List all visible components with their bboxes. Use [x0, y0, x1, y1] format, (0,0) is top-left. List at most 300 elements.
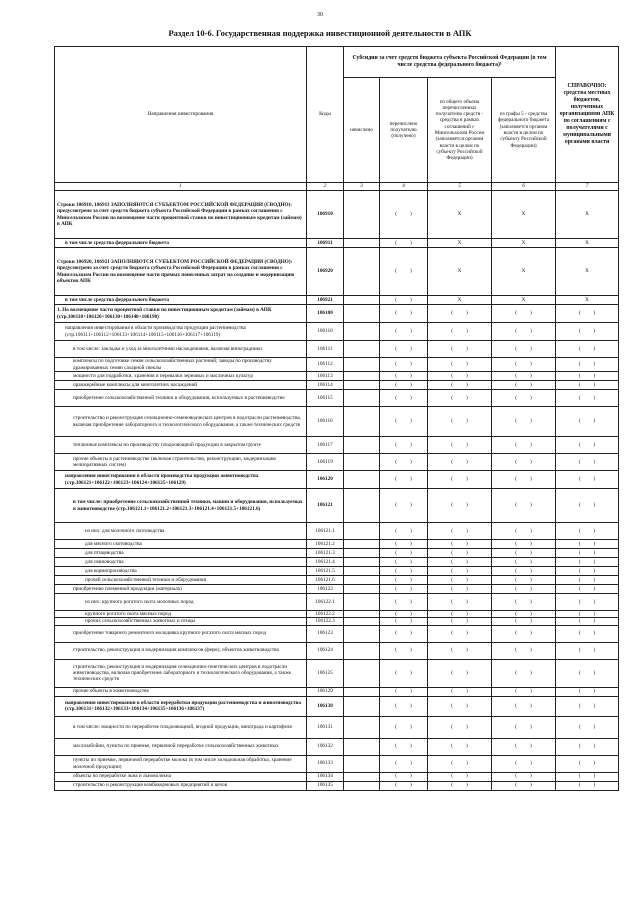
value-cell[interactable]: ( )	[492, 618, 556, 625]
row-code: 106124	[307, 642, 344, 659]
value-cell[interactable]: ( )	[556, 471, 619, 489]
column-number: 3	[344, 183, 380, 191]
value-cell[interactable]: ( )	[556, 618, 619, 625]
value-cell[interactable]: ( )	[556, 372, 619, 381]
row-code: 106121.2	[307, 540, 344, 549]
row-label: приобретение сельскохозяйственной техники и оборудования, используемых в растениеводстве	[55, 390, 307, 407]
row-label: прочей сельскохозяйственной техники и оборудования	[55, 576, 307, 585]
column-number: 5	[428, 183, 492, 191]
value-cell[interactable]: ( )	[380, 372, 428, 381]
value-cell[interactable]: ( )	[428, 323, 492, 341]
row-code: 106910	[307, 191, 344, 239]
table-row	[55, 437, 619, 454]
value-cell[interactable]: ( )	[428, 454, 492, 471]
accrued-cell[interactable]	[344, 239, 380, 248]
value-cell[interactable]: ( )	[492, 437, 556, 454]
row-code: 106114	[307, 381, 344, 390]
accrued-cell[interactable]	[344, 407, 380, 437]
table-row	[55, 738, 619, 755]
value-cell[interactable]: ( )	[492, 642, 556, 659]
accrued-cell[interactable]	[344, 576, 380, 585]
row-label: строительство, реконструкция и модернизация селекционно-генетических центров в подотрасли животноводства, включая приобретение лабораторного и технологического оборудования, а также технических средств	[55, 659, 307, 687]
value-cell[interactable]: ( )	[492, 381, 556, 390]
value-cell[interactable]: ( )	[556, 540, 619, 549]
x-mark-cell: X	[492, 296, 556, 305]
table-row	[55, 381, 619, 390]
value-cell[interactable]: ( )	[380, 738, 428, 755]
value-cell[interactable]: ( )	[428, 567, 492, 576]
row-label: в том числе средства федерального бюджета	[55, 296, 307, 305]
value-cell[interactable]: ( )	[380, 659, 428, 687]
value-cell[interactable]: ( )	[556, 558, 619, 567]
investment-support-table-wrapper	[54, 46, 618, 791]
row-code: 106129	[307, 687, 344, 696]
table-row	[55, 523, 619, 540]
value-cell[interactable]: ( )	[380, 696, 428, 716]
value-cell[interactable]: ( )	[380, 625, 428, 642]
accrued-cell[interactable]	[344, 523, 380, 540]
accrued-cell[interactable]	[344, 618, 380, 625]
accrued-cell[interactable]	[344, 489, 380, 523]
row-label: прочие объекты в животноводстве	[55, 687, 307, 696]
row-label: прочих сельскохозяйственных животных и птицы	[55, 618, 307, 625]
row-code: 106121.5	[307, 567, 344, 576]
table-row	[55, 755, 619, 772]
row-code: 106120	[307, 471, 344, 489]
value-cell[interactable]: ( )	[556, 454, 619, 471]
accrued-cell[interactable]	[344, 471, 380, 489]
x-mark-cell: X	[556, 191, 619, 239]
value-cell[interactable]: ( )	[428, 738, 492, 755]
value-cell[interactable]: ( )	[492, 567, 556, 576]
row-label: в том числе средства федерального бюджета	[55, 239, 307, 248]
table-row	[55, 696, 619, 716]
value-cell[interactable]: ( )	[380, 489, 428, 523]
header-subsidy-group: Субсидии за счет средств бюджета субъекта Российской Федерации (в том числе средства федерального бюджета)¹	[344, 47, 556, 78]
value-cell[interactable]: ( )	[380, 305, 428, 323]
value-cell[interactable]: ( )	[380, 323, 428, 341]
header-code: Коды	[307, 47, 344, 183]
value-cell[interactable]: ( )	[428, 659, 492, 687]
table-row	[55, 781, 619, 790]
value-cell[interactable]: ( )	[556, 549, 619, 558]
row-code: 106135	[307, 781, 344, 790]
value-cell[interactable]: ( )	[380, 642, 428, 659]
value-cell[interactable]: ( )	[492, 390, 556, 407]
x-mark-cell: X	[556, 239, 619, 248]
value-cell[interactable]: ( )	[492, 523, 556, 540]
row-code: 106121.6	[307, 576, 344, 585]
value-cell[interactable]: ( )	[428, 489, 492, 523]
value-cell[interactable]: ( )	[380, 381, 428, 390]
table-row	[55, 611, 619, 618]
column-number: 4	[380, 183, 428, 191]
row-code: 106113	[307, 372, 344, 381]
row-label: из них: крупного рогатого скота молочных пород	[55, 594, 307, 611]
accrued-cell[interactable]	[344, 437, 380, 454]
value-cell[interactable]: ( )	[428, 687, 492, 696]
row-label: приобретение племенной продукции (материала)	[55, 585, 307, 594]
accrued-cell[interactable]	[344, 585, 380, 594]
value-cell[interactable]: ( )	[556, 358, 619, 372]
value-cell[interactable]: ( )	[556, 341, 619, 358]
value-cell[interactable]: ( )	[492, 659, 556, 687]
value-cell[interactable]: ( )	[492, 781, 556, 790]
table-row	[55, 558, 619, 567]
value-cell[interactable]: ( )	[492, 625, 556, 642]
x-mark-cell: X	[492, 191, 556, 239]
value-cell[interactable]: ( )	[380, 239, 428, 248]
value-cell[interactable]: ( )	[492, 549, 556, 558]
table-row	[55, 296, 619, 305]
value-cell[interactable]: ( )	[556, 523, 619, 540]
value-cell[interactable]: ( )	[428, 540, 492, 549]
accrued-cell[interactable]	[344, 358, 380, 372]
table-row	[55, 549, 619, 558]
value-cell[interactable]: ( )	[380, 755, 428, 772]
value-cell[interactable]: ( )	[492, 323, 556, 341]
row-label: для кормопроизводства	[55, 567, 307, 576]
value-cell[interactable]: ( )	[380, 437, 428, 454]
value-cell[interactable]: ( )	[492, 594, 556, 611]
value-cell[interactable]: ( )	[380, 407, 428, 437]
value-cell[interactable]: ( )	[428, 372, 492, 381]
row-label: приобретение товарного ремонтного молодняка крупного рогатого скота мясных пород	[55, 625, 307, 642]
value-cell[interactable]: ( )	[380, 687, 428, 696]
value-cell[interactable]: ( )	[428, 585, 492, 594]
table-row	[55, 772, 619, 781]
row-code: 106111	[307, 341, 344, 358]
table-row	[55, 576, 619, 585]
row-code: 106122.2	[307, 611, 344, 618]
value-cell[interactable]: ( )	[380, 358, 428, 372]
value-cell[interactable]: ( )	[492, 755, 556, 772]
row-label: строительство и реконструкция селекционно-семеноводческих центров в подотрасли растениеводства, включая приобретение лабораторного и технологического оборудования, а также технических средств	[55, 407, 307, 437]
value-cell[interactable]: ( )	[492, 407, 556, 437]
value-cell[interactable]: ( )	[428, 390, 492, 407]
accrued-cell[interactable]	[344, 659, 380, 687]
value-cell[interactable]: ( )	[380, 567, 428, 576]
row-label: крупного рогатого скота мясных пород	[55, 611, 307, 618]
row-code: 106123	[307, 625, 344, 642]
accrued-cell[interactable]	[344, 696, 380, 716]
value-cell[interactable]: ( )	[428, 407, 492, 437]
accrued-cell[interactable]	[344, 781, 380, 790]
value-cell[interactable]: ( )	[556, 585, 619, 594]
row-label: пункты по приемке, первичной переработке молока (в том числе холодильная обработка, хранение молочной продукции)	[55, 755, 307, 772]
row-label: 1. На возмещение части процентной ставки по инвестиционным кредитам (займам) в АПК (стр.106110+106120+106130+106140+106190)	[55, 305, 307, 323]
row-label: для птицеводства	[55, 549, 307, 558]
table-row	[55, 454, 619, 471]
value-cell[interactable]: ( )	[380, 611, 428, 618]
x-mark-cell: X	[556, 296, 619, 305]
row-code: 106121	[307, 489, 344, 523]
value-cell[interactable]: ( )	[492, 558, 556, 567]
row-code: 106921	[307, 296, 344, 305]
value-cell[interactable]: ( )	[492, 372, 556, 381]
table-row	[55, 625, 619, 642]
value-cell[interactable]: ( )	[492, 716, 556, 738]
row-label: тепличные комплексы по производству плодоовощной продукции в закрытом грунте	[55, 437, 307, 454]
row-label: прочие объекты в растениеводстве (включая строительство, реконструкцию, модернизацию мелиоративных систем)	[55, 454, 307, 471]
value-cell[interactable]: ( )	[492, 358, 556, 372]
row-code: 106132	[307, 738, 344, 755]
table-row	[55, 305, 619, 323]
column-number: 2	[307, 183, 344, 191]
value-cell[interactable]: ( )	[492, 489, 556, 523]
value-cell[interactable]: ( )	[556, 437, 619, 454]
row-label: направления инвестирования в области производства продукции растениеводства (стр.106111+106112+106113+106114+106115+106116+106117+106119)	[55, 323, 307, 341]
header-of-col5: из графы 5 - средства федерального бюджета (заполняется органом власти в целом по субъекту Российской Федерации)	[492, 78, 556, 183]
value-cell[interactable]: ( )	[428, 576, 492, 585]
value-cell[interactable]: ( )	[380, 296, 428, 305]
row-label: оранжерейные комплексы для многолетних насаждений	[55, 381, 307, 390]
table-row	[55, 341, 619, 358]
row-label: направления инвестирования в области производства продукции животноводства (стр.106121+106122+106123+106124+106125+106129)	[55, 471, 307, 489]
value-cell[interactable]: ( )	[492, 454, 556, 471]
table-row	[55, 191, 619, 239]
value-cell[interactable]: ( )	[556, 305, 619, 323]
table-row	[55, 471, 619, 489]
value-cell[interactable]: ( )	[556, 323, 619, 341]
value-cell[interactable]: ( )	[380, 716, 428, 738]
header-of-total: из общего объема перечисленных получателю средств - средства в рамках соглашений с Минсельхозом России (заполняется органом власти в целом по субъекту Российской Федерации)	[428, 78, 492, 183]
value-cell[interactable]: ( )	[492, 738, 556, 755]
row-code: 106112	[307, 358, 344, 372]
value-cell[interactable]: ( )	[428, 341, 492, 358]
value-cell[interactable]: ( )	[556, 716, 619, 738]
row-code: 106100	[307, 305, 344, 323]
value-cell[interactable]: ( )	[428, 781, 492, 790]
value-cell[interactable]: ( )	[380, 390, 428, 407]
accrued-cell[interactable]	[344, 558, 380, 567]
row-label: в том числе: закладка и уход за многолетними насаждениями, включая виноградники	[55, 341, 307, 358]
accrued-cell[interactable]	[344, 341, 380, 358]
x-mark-cell: X	[428, 248, 492, 296]
accrued-cell[interactable]	[344, 191, 380, 239]
value-cell[interactable]: ( )	[380, 471, 428, 489]
investment-support-table	[54, 46, 619, 791]
value-cell[interactable]: ( )	[492, 576, 556, 585]
table-row	[55, 407, 619, 437]
value-cell[interactable]: ( )	[556, 567, 619, 576]
value-cell[interactable]: ( )	[492, 471, 556, 489]
accrued-cell[interactable]	[344, 642, 380, 659]
value-cell[interactable]: ( )	[492, 585, 556, 594]
table-row	[55, 390, 619, 407]
x-mark-cell: X	[492, 248, 556, 296]
accrued-cell[interactable]	[344, 549, 380, 558]
value-cell[interactable]: ( )	[428, 523, 492, 540]
header-transferred: перечислено получателю (получено)	[380, 78, 428, 183]
table-row	[55, 239, 619, 248]
row-code: 106115	[307, 390, 344, 407]
value-cell[interactable]: ( )	[380, 523, 428, 540]
value-cell[interactable]: ( )	[380, 781, 428, 790]
accrued-cell[interactable]	[344, 755, 380, 772]
accrued-cell[interactable]	[344, 305, 380, 323]
table-row	[55, 618, 619, 625]
row-code: 106121.4	[307, 558, 344, 567]
value-cell[interactable]: ( )	[492, 305, 556, 323]
value-cell[interactable]: ( )	[428, 755, 492, 772]
value-cell[interactable]: ( )	[428, 642, 492, 659]
row-label: комплексы по подготовке семян сельскохозяйственных растений; заводы по производству дражированных семян сахарной свеклы	[55, 358, 307, 372]
row-code: 106920	[307, 248, 344, 296]
accrued-cell[interactable]	[344, 454, 380, 471]
column-number: 7	[556, 183, 619, 191]
table-row	[55, 594, 619, 611]
row-code: 106119	[307, 454, 344, 471]
value-cell[interactable]: ( )	[428, 558, 492, 567]
x-mark-cell: X	[428, 296, 492, 305]
value-cell[interactable]: ( )	[556, 381, 619, 390]
value-cell[interactable]: ( )	[556, 625, 619, 642]
table-row	[55, 642, 619, 659]
accrued-cell[interactable]	[344, 611, 380, 618]
page-number: 30	[317, 12, 323, 18]
value-cell[interactable]: ( )	[380, 772, 428, 781]
table-row	[55, 687, 619, 696]
value-cell[interactable]: ( )	[556, 390, 619, 407]
x-mark-cell: X	[428, 239, 492, 248]
value-cell[interactable]: ( )	[428, 437, 492, 454]
table-row	[55, 372, 619, 381]
value-cell[interactable]: ( )	[380, 594, 428, 611]
row-label: направления инвестирования в области переработки продукции растениеводства и животноводства (стр.106131+106132+106133+106134+106135+106136+106137)	[55, 696, 307, 716]
x-mark-cell: X	[556, 248, 619, 296]
value-cell[interactable]: ( )	[428, 549, 492, 558]
row-code: 106131	[307, 716, 344, 738]
row-label: для свиноводства	[55, 558, 307, 567]
value-cell[interactable]: ( )	[380, 454, 428, 471]
value-cell[interactable]: ( )	[556, 576, 619, 585]
table-row	[55, 248, 619, 296]
table-row	[55, 323, 619, 341]
accrued-cell[interactable]	[344, 687, 380, 696]
value-cell[interactable]: ( )	[492, 540, 556, 549]
value-cell[interactable]: ( )	[556, 659, 619, 687]
row-code: 106110	[307, 323, 344, 341]
row-label: объекты по переработке льна и льноволокна	[55, 772, 307, 781]
value-cell[interactable]: ( )	[428, 471, 492, 489]
table-row	[55, 585, 619, 594]
row-code: 106133	[307, 755, 344, 772]
value-cell[interactable]: ( )	[428, 696, 492, 716]
value-cell[interactable]: ( )	[556, 594, 619, 611]
table-row	[55, 659, 619, 687]
value-cell[interactable]: ( )	[556, 755, 619, 772]
value-cell[interactable]: ( )	[380, 341, 428, 358]
header-accrued: начислено	[344, 78, 380, 183]
value-cell[interactable]: ( )	[492, 687, 556, 696]
accrued-cell[interactable]	[344, 594, 380, 611]
value-cell[interactable]: ( )	[556, 642, 619, 659]
section-title: Раздел 10-6. Государственная поддержка инвестиционной деятельности в АПК	[168, 28, 472, 38]
value-cell[interactable]: ( )	[428, 358, 492, 372]
row-code: 106911	[307, 239, 344, 248]
accrued-cell[interactable]	[344, 716, 380, 738]
value-cell[interactable]: ( )	[428, 772, 492, 781]
value-cell[interactable]: ( )	[556, 687, 619, 696]
accrued-cell[interactable]	[344, 372, 380, 381]
accrued-cell[interactable]	[344, 248, 380, 296]
accrued-cell[interactable]	[344, 323, 380, 341]
value-cell[interactable]: ( )	[380, 618, 428, 625]
column-number: 6	[492, 183, 556, 191]
accrued-cell[interactable]	[344, 772, 380, 781]
column-number: 1	[55, 183, 307, 191]
x-mark-cell: X	[492, 239, 556, 248]
accrued-cell[interactable]	[344, 390, 380, 407]
table-row	[55, 489, 619, 523]
value-cell[interactable]: ( )	[380, 248, 428, 296]
row-label: для мясного скотоводства	[55, 540, 307, 549]
accrued-cell[interactable]	[344, 567, 380, 576]
value-cell[interactable]: ( )	[492, 772, 556, 781]
value-cell[interactable]: ( )	[428, 305, 492, 323]
row-code: 106125	[307, 659, 344, 687]
row-label: маслозабойни, пункты по приемке, первичной переработке сельскохозяйственных животных	[55, 738, 307, 755]
accrued-cell[interactable]	[344, 625, 380, 642]
value-cell[interactable]: ( )	[556, 489, 619, 523]
value-cell[interactable]: ( )	[556, 696, 619, 716]
accrued-cell[interactable]	[344, 296, 380, 305]
value-cell[interactable]: ( )	[556, 738, 619, 755]
value-cell[interactable]: ( )	[428, 611, 492, 618]
value-cell[interactable]: ( )	[492, 341, 556, 358]
row-label: в том числе: приобретение сельскохозяйственной техники, машин и оборудования, используемых в животноводстве (стр.106121.1+106121.2+106121.3+106121.4+106121.5+106121.6)	[55, 489, 307, 523]
value-cell[interactable]: ( )	[428, 716, 492, 738]
row-code: 106122	[307, 585, 344, 594]
value-cell[interactable]: ( )	[380, 540, 428, 549]
row-label: строительство и реконструкция комбикормовых предприятий и цехов	[55, 781, 307, 790]
row-code: 106130	[307, 696, 344, 716]
value-cell[interactable]: ( )	[428, 618, 492, 625]
accrued-cell[interactable]	[344, 381, 380, 390]
value-cell[interactable]: ( )	[428, 594, 492, 611]
row-code: 106116	[307, 407, 344, 437]
table-row	[55, 540, 619, 549]
value-cell[interactable]: ( )	[492, 696, 556, 716]
table-row	[55, 358, 619, 372]
column-number-row	[55, 183, 619, 191]
value-cell[interactable]: ( )	[380, 191, 428, 239]
value-cell[interactable]: ( )	[428, 625, 492, 642]
value-cell[interactable]: ( )	[492, 611, 556, 618]
row-code: 106122.1	[307, 594, 344, 611]
value-cell[interactable]: ( )	[556, 781, 619, 790]
value-cell[interactable]: ( )	[380, 558, 428, 567]
value-cell[interactable]: ( )	[556, 611, 619, 618]
value-cell[interactable]: ( )	[380, 576, 428, 585]
accrued-cell[interactable]	[344, 540, 380, 549]
accrued-cell[interactable]	[344, 738, 380, 755]
table-body	[55, 191, 619, 791]
value-cell[interactable]: ( )	[556, 772, 619, 781]
value-cell[interactable]: ( )	[380, 585, 428, 594]
value-cell[interactable]: ( )	[428, 381, 492, 390]
value-cell[interactable]: ( )	[556, 407, 619, 437]
row-code: 106134	[307, 772, 344, 781]
row-code: 106122.3	[307, 618, 344, 625]
value-cell[interactable]: ( )	[380, 549, 428, 558]
row-code: 106121.3	[307, 549, 344, 558]
header-direction: Направления инвестирования	[55, 47, 307, 183]
row-code: 106121.1	[307, 523, 344, 540]
row-label: Строки 106920, 106921 ЗАПОЛНЯЮТСЯ СУБЪЕКТОМ РОССИЙСКОЙ ФЕДЕРАЦИИ (СВОДНО): предусмотрено за счет средств бюджета субъекта Российской Федерации в рамках соглашения с Минсельхозом России на возмещение части прямых понесенных затрат на создание и модернизацию объектов АПК	[55, 248, 307, 296]
header-reference: СПРАВОЧНО: средства местных бюджетов, полученных организациями АПК по соглашениям с получателями с муниципальными органами власти	[556, 47, 619, 183]
